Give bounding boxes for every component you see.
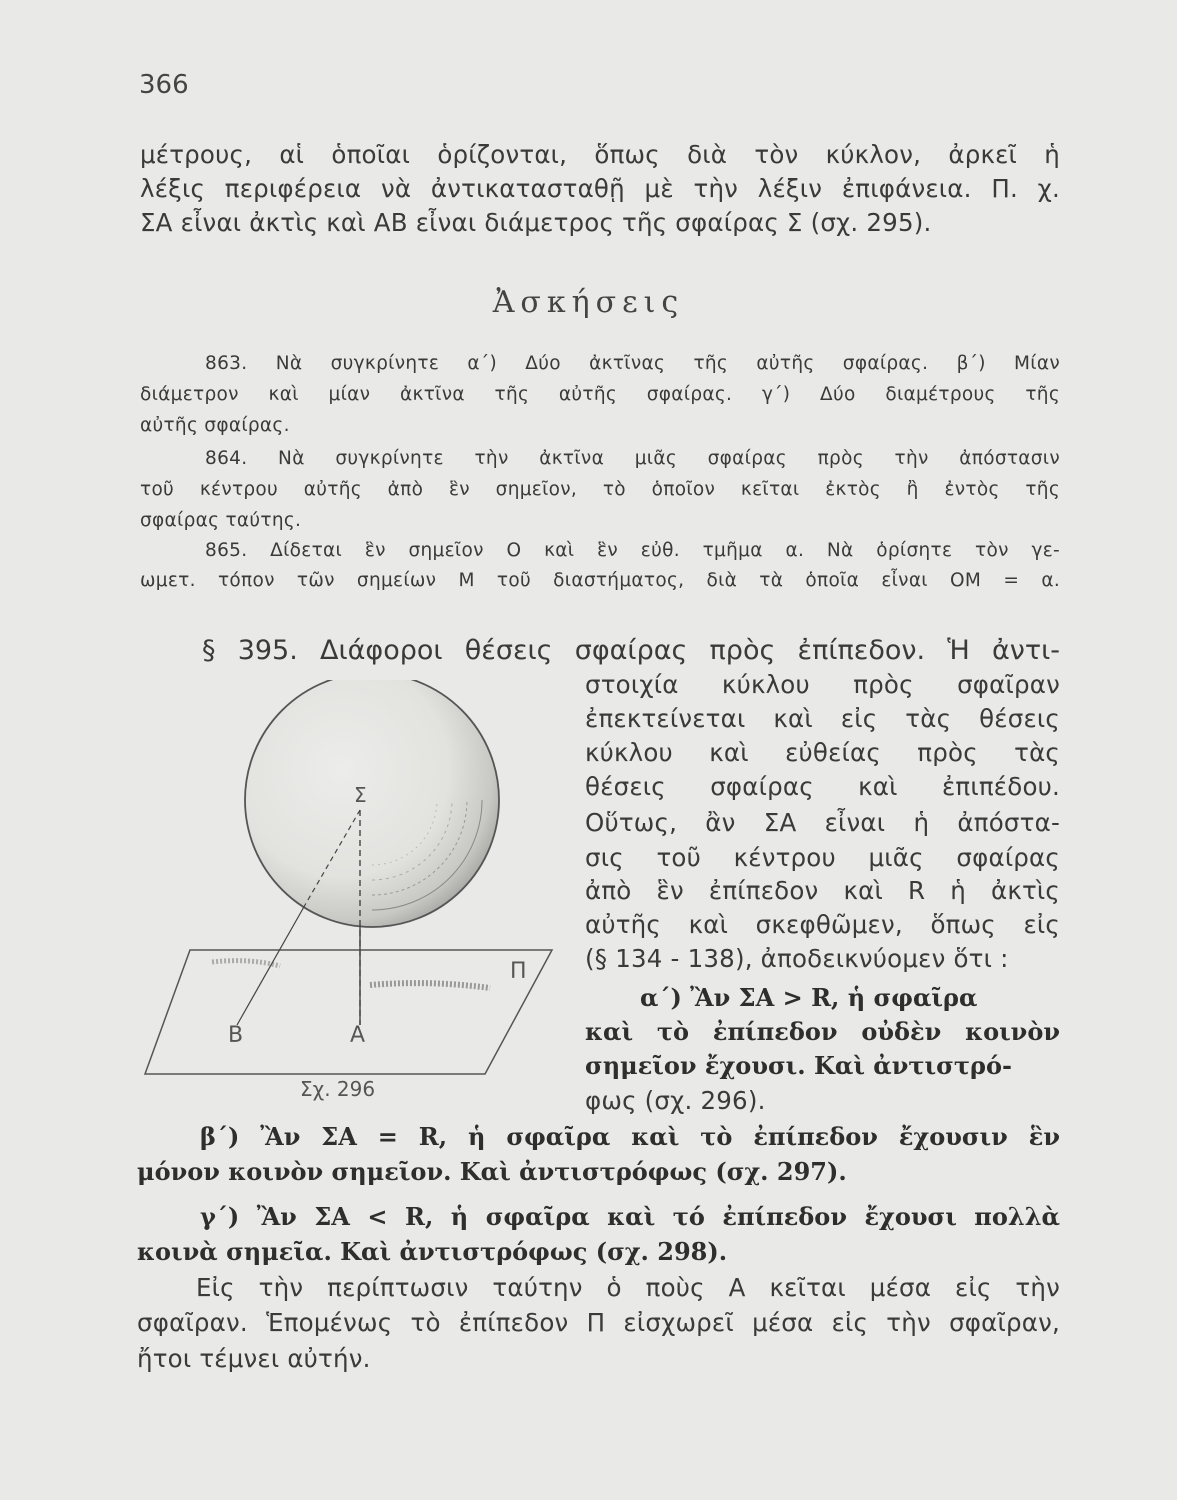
sphere-plane-figure	[140, 680, 560, 1120]
section-line: ἀπὸ ἓν ἐπίπεδον καὶ R ἡ ἀκτὶς	[585, 876, 1060, 905]
case-a-line: φως (σχ. 296).	[585, 1086, 766, 1115]
section-line: σις τοῦ κέντρου μιᾶς σφαίρας	[585, 843, 1060, 872]
exercise-line: 863. Νὰ συγκρίνητε α΄) Δύο ἀκτῖνας τῆς αὐτῆς σφαίρας. β΄) Μίαν	[205, 353, 1060, 374]
plane-shading	[212, 961, 280, 966]
exercises-heading: Ἀσκήσεις	[492, 285, 685, 320]
label-sigma: Σ	[354, 783, 367, 807]
section-line: αὐτῆς καὶ σκεφθῶμεν, ὅπως εἰς	[585, 910, 1060, 939]
section-line: στοιχία κύκλου πρὸς σφαῖραν	[585, 670, 1060, 699]
page-number: 366	[139, 70, 189, 100]
case-c-line: κοινὰ σημεῖα. Καὶ ἀντιστρόφως (σχ. 298).	[137, 1237, 728, 1266]
label-b: Β	[228, 1023, 244, 1048]
case-b-line: β΄) Ἂν ΣΑ = R, ἡ σφαῖρα καὶ τὸ ἐπίπεδον ἔχουσιν ἓν	[200, 1122, 1060, 1151]
exercise-line: διάμετρον καὶ μίαν ἀκτῖνα τῆς αὐτῆς σφαίρας. γ΄) Δύο διαμέτρους τῆς	[140, 384, 1060, 405]
sphere	[245, 680, 499, 927]
label-pi: Π	[510, 959, 527, 984]
plane-shading	[370, 983, 490, 988]
intro-line: λέξις περιφέρεια νὰ ἀντικατασταθῇ μὲ τὴν λέξιν ἐπιφάνεια. Π. χ.	[140, 174, 1060, 203]
figure-caption: Σχ. 296	[300, 1077, 376, 1101]
exercise-line: 864. Νὰ συγκρίνητε τὴν ἀκτῖνα μιᾶς σφαίρας πρὸς τὴν ἀπόστασιν	[205, 448, 1060, 469]
exercise-line: τοῦ κέντρου αὐτῆς ἀπὸ ἓν σημεῖον, τὸ ὁποῖον κεῖται ἐκτὸς ἢ ἐντὸς τῆς	[140, 479, 1060, 500]
exercise-line: 865. Δίδεται ἓν σημεῖον Ο καὶ ἓν εὐθ. τμῆμα α. Νὰ ὁρίσητε τὸν γε-	[205, 540, 1060, 561]
closing-line: Εἰς τὴν περίπτωσιν ταύτην ὁ ποὺς Α κεῖται μέσα εἰς τὴν	[196, 1273, 1060, 1302]
section-line: κύκλου καὶ εὐθείας πρὸς τὰς	[585, 738, 1060, 767]
exercise-line: αὐτῆς σφαίρας.	[140, 415, 290, 436]
closing-line: σφαῖραν. Ἑπομένως τὸ ἐπίπεδον Π εἰσχωρεῖ μέσα εἰς τὴν σφαῖραν,	[137, 1308, 1060, 1337]
intro-line: ΣΑ εἶναι ἀκτὶς καὶ ΑΒ εἶναι διάμετρος τῆς σφαίρας Σ (σχ. 295).	[140, 208, 932, 237]
case-b-line: μόνον κοινὸν σημεῖον. Καὶ ἀντιστρόφως (σχ. 297).	[137, 1157, 847, 1186]
case-a-line: καὶ τὸ ἐπίπεδον οὐδὲν κοινὸν	[585, 1017, 1060, 1046]
section-line: θέσεις σφαίρας καὶ ἐπιπέδου.	[585, 772, 1060, 801]
closing-line: ἤτοι τέμνει αὐτήν.	[137, 1344, 371, 1373]
plane-outline	[145, 950, 552, 1074]
section-line: Οὕτως, ἂν ΣΑ εἶναι ἡ ἀπόστα-	[585, 808, 1060, 837]
section-line: (§ 134 - 138), ἀποδεικνύομεν ὅτι :	[585, 944, 1009, 973]
case-a-line: σημεῖον ἔχουσι. Καὶ ἀντιστρό-	[585, 1051, 1012, 1080]
case-a-line: α΄) Ἂν ΣΑ > R, ἡ σφαῖρα	[640, 983, 978, 1012]
exercise-line: ωμετ. τόπον τῶν σημείων Μ τοῦ διαστήματος, διὰ τὰ ὁποῖα εἶναι ΟΜ = α.	[140, 570, 1060, 591]
section-line: ἐπεκτείνεται καὶ εἰς τὰς θέσεις	[585, 704, 1060, 733]
intro-line: μέτρους, αἱ ὁποῖαι ὁρίζονται, ὅπως διὰ τὸν κύκλον, ἀρκεῖ ἡ	[140, 140, 1060, 169]
case-c-line: γ΄) Ἂν ΣΑ < R, ἡ σφαῖρα καὶ τό ἐπίπεδον ἔχουσι πολλὰ	[200, 1202, 1060, 1231]
exercise-line: σφαίρας ταύτης.	[140, 510, 302, 531]
section-title-line: § 395. Διάφοροι θέσεις σφαίρας πρὸς ἐπίπεδον. Ἡ ἀντι-	[202, 635, 1060, 666]
line-to-b	[237, 905, 305, 1025]
label-a: Α	[350, 1023, 366, 1048]
